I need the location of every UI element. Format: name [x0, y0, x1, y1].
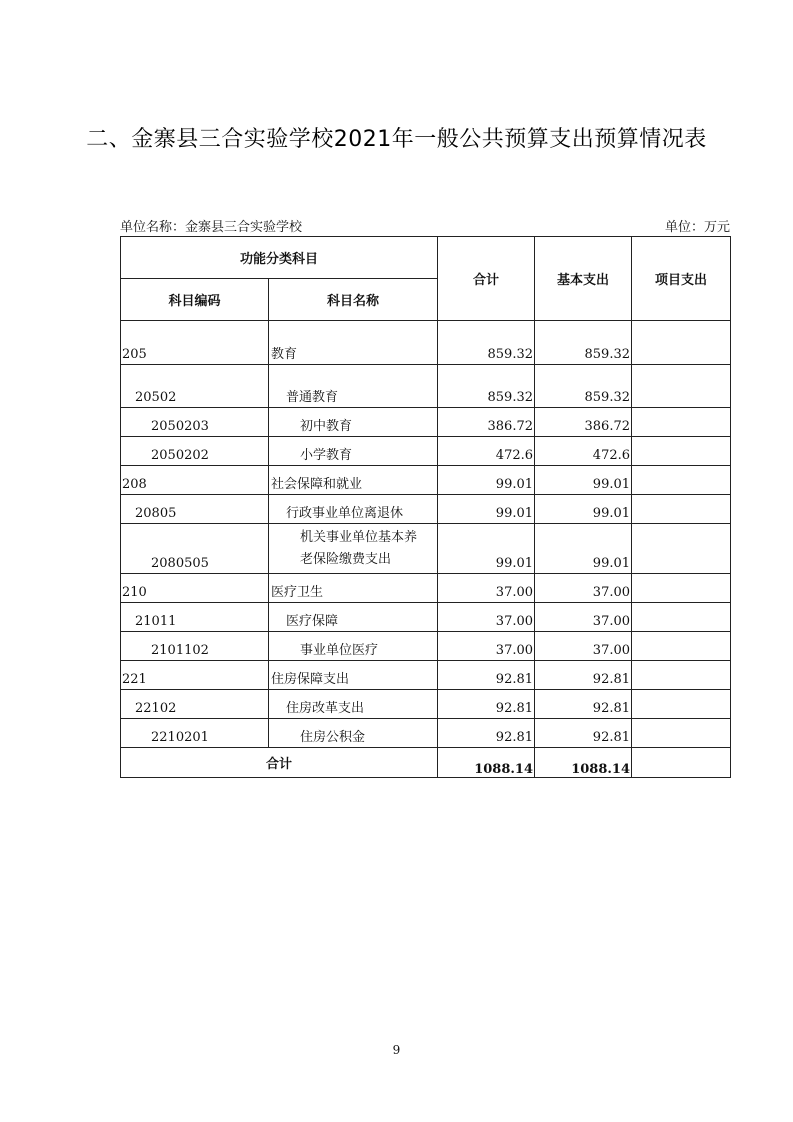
- unit-name: 单位名称：金寨县三合实验学校: [120, 220, 303, 235]
- row-name: 住房保障支出: [269, 661, 438, 690]
- row-code: 22102: [121, 690, 269, 719]
- row-name: 住房改革支出: [269, 690, 438, 719]
- row-basic: 92.81: [535, 661, 632, 690]
- row-basic: 859.32: [535, 365, 632, 408]
- row-name: 医疗卫生: [269, 574, 438, 603]
- row-project: [632, 365, 731, 408]
- total-row: [121, 748, 731, 778]
- unit-label: 单位：万元: [664, 220, 730, 235]
- project-total: [632, 748, 731, 778]
- row-code: 205: [121, 321, 269, 365]
- budget-table: [120, 236, 731, 778]
- row-name: 医疗保障: [269, 603, 438, 632]
- header-project: 项目支出: [632, 237, 731, 321]
- row-basic: 92.81: [535, 690, 632, 719]
- row-project: [632, 603, 731, 632]
- row-basic: 99.01: [535, 495, 632, 524]
- row-total: 37.00: [438, 574, 535, 603]
- page-number: 9: [392, 1043, 401, 1057]
- row-basic: 37.00: [535, 574, 632, 603]
- row-total: 92.81: [438, 690, 535, 719]
- row-total: 386.72: [438, 408, 535, 437]
- row-basic: 99.01: [535, 524, 632, 574]
- header-name: 科目名称: [269, 279, 438, 321]
- row-project: [632, 495, 731, 524]
- row-basic: 386.72: [535, 408, 632, 437]
- row-name: 社会保障和就业: [269, 466, 438, 495]
- row-code: 2080505: [121, 524, 269, 574]
- row-total: 99.01: [438, 524, 535, 574]
- row-code: 2050203: [121, 408, 269, 437]
- row-code: 21011: [121, 603, 269, 632]
- table-row: [121, 437, 731, 466]
- table-row: [121, 661, 731, 690]
- row-total: 472.6: [438, 437, 535, 466]
- total-label: 合计: [121, 748, 438, 778]
- row-code: 2210201: [121, 719, 269, 748]
- table-row: [121, 690, 731, 719]
- table-row: [121, 574, 731, 603]
- table-row: [121, 321, 731, 365]
- table-row: [121, 719, 731, 748]
- row-project: [632, 574, 731, 603]
- row-total: 92.81: [438, 661, 535, 690]
- table-row: [121, 632, 731, 661]
- row-total: 99.01: [438, 466, 535, 495]
- row-name: 行政事业单位离退休: [269, 495, 438, 524]
- row-name: 普通教育: [269, 365, 438, 408]
- row-project: [632, 661, 731, 690]
- row-total: 99.01: [438, 495, 535, 524]
- row-project: [632, 719, 731, 748]
- row-project: [632, 690, 731, 719]
- header-row-1: [121, 237, 731, 279]
- row-name: 小学教育: [269, 437, 438, 466]
- table-row: [121, 466, 731, 495]
- row-name: 初中教育: [269, 408, 438, 437]
- table-row: [121, 603, 731, 632]
- row-basic: 472.6: [535, 437, 632, 466]
- row-name: 教育: [269, 321, 438, 365]
- row-total: 37.00: [438, 632, 535, 661]
- row-total: 859.32: [438, 365, 535, 408]
- table-row: [121, 365, 731, 408]
- row-code: 2050202: [121, 437, 269, 466]
- row-code: 20502: [121, 365, 269, 408]
- basic-total: 1088.14: [535, 748, 632, 778]
- header-total: 合计: [438, 237, 535, 321]
- row-code: 2101102: [121, 632, 269, 661]
- page-title: 二、金寨县三合实验学校2021年一般公共预算支出预算情况表: [86, 127, 707, 152]
- unit-info-row: [120, 216, 730, 234]
- table-row: [121, 524, 731, 574]
- table-row: [121, 495, 731, 524]
- row-project: [632, 437, 731, 466]
- row-total: 859.32: [438, 321, 535, 365]
- row-name: 机关事业单位基本养老保险缴费支出: [269, 524, 438, 574]
- row-total: 92.81: [438, 719, 535, 748]
- row-basic: 92.81: [535, 719, 632, 748]
- row-basic: 859.32: [535, 321, 632, 365]
- row-name: 住房公积金: [269, 719, 438, 748]
- row-project: [632, 632, 731, 661]
- row-total: 37.00: [438, 603, 535, 632]
- table-row: [121, 408, 731, 437]
- row-code: 208: [121, 466, 269, 495]
- row-basic: 99.01: [535, 466, 632, 495]
- row-project: [632, 524, 731, 574]
- row-name: 事业单位医疗: [269, 632, 438, 661]
- row-code: 210: [121, 574, 269, 603]
- row-project: [632, 408, 731, 437]
- grand-total: 1088.14: [438, 748, 535, 778]
- row-basic: 37.00: [535, 632, 632, 661]
- header-code: 科目编码: [121, 279, 269, 321]
- row-code: 20805: [121, 495, 269, 524]
- row-project: [632, 321, 731, 365]
- row-project: [632, 466, 731, 495]
- row-code: 221: [121, 661, 269, 690]
- header-category: 功能分类科目: [121, 237, 438, 279]
- header-basic: 基本支出: [535, 237, 632, 321]
- row-basic: 37.00: [535, 603, 632, 632]
